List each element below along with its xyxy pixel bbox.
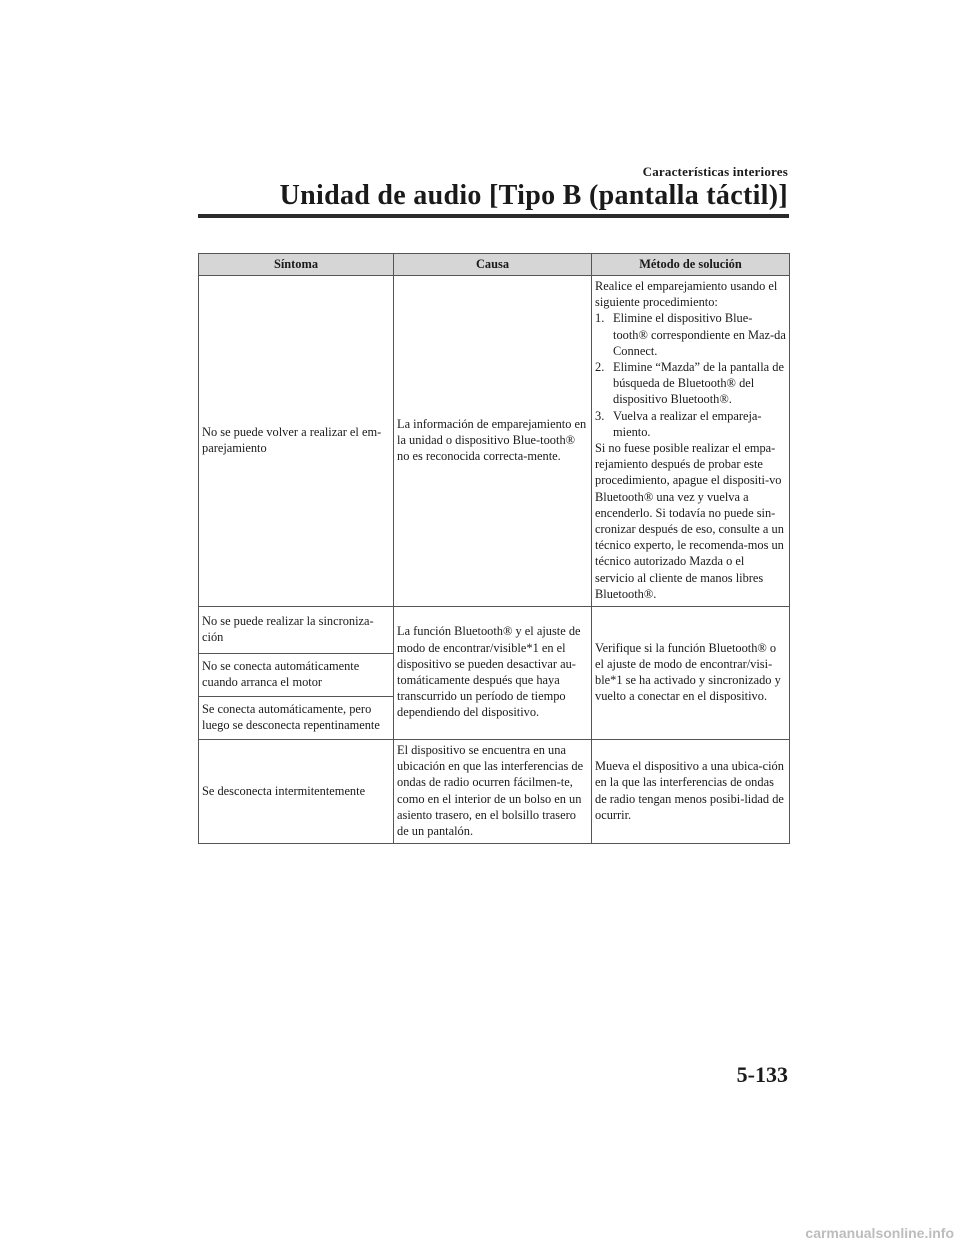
solution-cell: Verifique si la función Bluetooth® o el ajuste de modo de encontrar/visi-ble*1 se ha activado y sincronizado y vuelto a conectar en el dispositivo. [592, 607, 790, 740]
column-header-cause: Causa [394, 254, 592, 276]
solution-step [595, 310, 786, 359]
solution-step [595, 408, 786, 440]
cause-cell: La información de emparejamiento en la unidad o dispositivo Blue-tooth® no es reconocida correcta-mente. [394, 276, 592, 607]
troubleshooting-table [198, 253, 790, 844]
solution-steps [595, 310, 786, 440]
table-row [199, 607, 790, 654]
step-text: Elimine el dispositivo Blue-tooth® correspondiente en Maz-da Connect. [613, 311, 786, 358]
solution-intro: Realice el emparejamiento usando el siguiente procedimiento: [595, 279, 778, 310]
table-row [199, 276, 790, 607]
solution-cell [592, 276, 790, 607]
step-number: 3. [595, 408, 605, 423]
step-number: 1. [595, 311, 605, 326]
page-title: Unidad de audio [Tipo B (pantalla táctil)] [279, 180, 788, 211]
cause-cell: La función Bluetooth® y el ajuste de modo de encontrar/visible*1 en el dispositivo se pueden desactivar au-tomáticamente después que haya transcurrido un período de tiempo dependiendo del dispositivo. [394, 607, 592, 740]
symptom-cell: No se conecta automáticamente cuando arranca el motor [199, 654, 394, 697]
symptom-cell: No se puede volver a realizar el em-parejamiento [199, 276, 394, 607]
solution-cell: Mueva el dispositivo a una ubica-ción en la que las interferencias de ondas de radio tengan menos posibi-lidad de ocurrir. [592, 740, 790, 844]
symptom-cell: Se conecta automáticamente, pero luego se desconecta repentinamente [199, 697, 394, 740]
table-header-row [199, 254, 790, 276]
column-header-symptom: Síntoma [199, 254, 394, 276]
step-text: Vuelva a realizar el empareja-miento. [613, 408, 762, 439]
step-text: Elimine “Mazda” de la pantalla de búsqueda de Bluetooth® del dispositivo Bluetooth®. [613, 360, 784, 407]
page-number: 5-133 [736, 1062, 788, 1087]
symptom-cell: No se puede realizar la sincroniza-ción [199, 607, 394, 654]
section-label: Características interiores [642, 164, 788, 179]
step-number: 2. [595, 360, 605, 375]
solution-outro: Si no fuese posible realizar el empa-rejamiento después de probar este procedimiento, apague el dispositi-vo Bluetooth® una vez y vuelva a encenderlo. Si todavía no puede sin-cronizar después de eso, consulte a un técnico experto, le recomenda-mos un técnico autorizado Mazda o el servicio al cliente de manos libres Bluetooth®. [595, 441, 784, 601]
title-rule [198, 214, 789, 218]
cause-cell: El dispositivo se encuentra en una ubicación en que las interferencias de ondas de radio ocurren fácilmen-te, como en el interior de un bolso en un asiento trasero, en el bolsillo trasero de un pantalón. [394, 740, 592, 844]
solution-step [595, 359, 786, 408]
table-row [199, 740, 790, 844]
column-header-solution: Método de solución [592, 254, 790, 276]
symptom-cell: Se desconecta intermitentemente [199, 740, 394, 844]
watermark: carmanualsonline.info [805, 1225, 954, 1241]
